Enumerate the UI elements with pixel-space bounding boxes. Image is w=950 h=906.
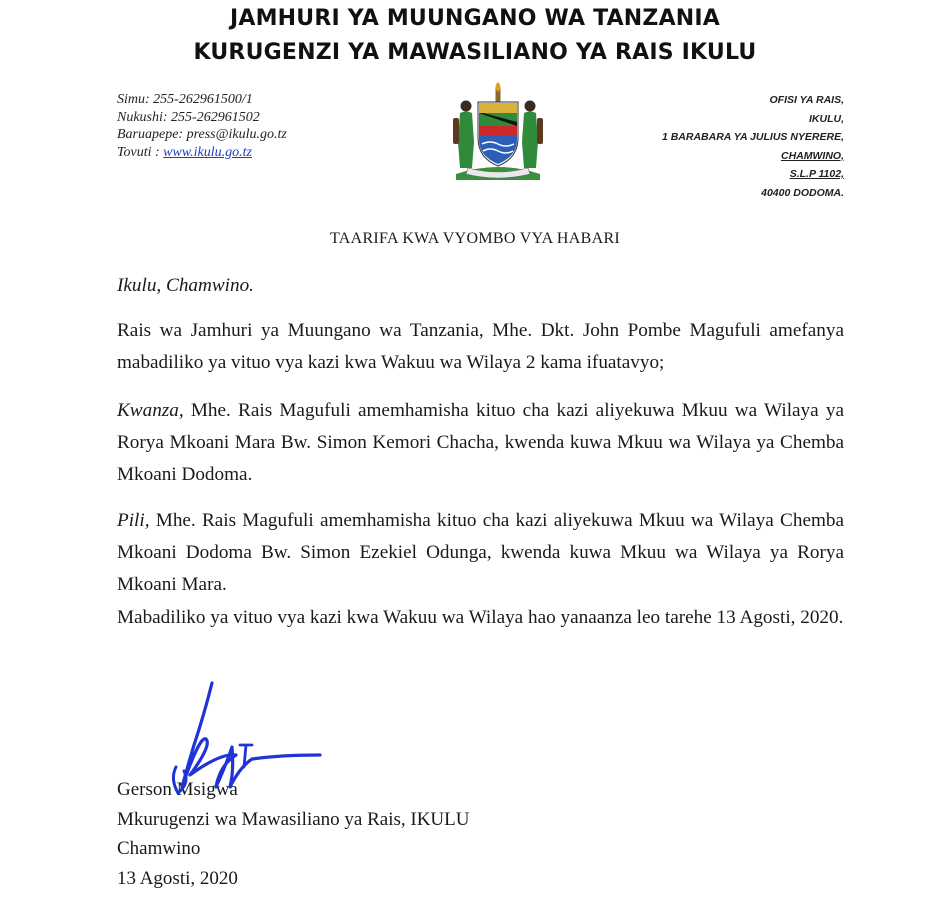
paragraph-2-text: Mhe. Rais Magufuli amemhamisha kituo cha kazi aliyekuwa Mkuu wa Wilaya ya Rorya Mkoani Mara Bw. Simon Kemori Chacha, kwenda kuwa Mkuu wa Wilaya ya Chemba Mkoani Dodoma. (117, 400, 844, 485)
paragraph-3-text: Mhe. Rais Magufuli amemhamisha kituo cha kazi aliyekuwa Mkuu wa Wilaya Chemba Mkoani Dodoma Bw. Simon Ezekiel Odunga, kwenda kuwa Mkuu wa Wilaya ya Rorya Mkoani Mara. (117, 510, 844, 595)
paragraph-3-lead: Pili, (117, 510, 150, 531)
paragraph-2 (117, 395, 844, 491)
contact-left-block (117, 91, 287, 161)
header-title-line1: JAMHURI YA MUUNGANO WA TANZANIA (229, 6, 721, 31)
right-supporter-figure (522, 101, 543, 169)
office-line3: 1 BARABARA YA JULIUS NYERERE, (661, 131, 844, 143)
phone-text: Simu: 255-262961500/1 (117, 92, 253, 107)
website-line (117, 144, 287, 162)
paragraph-2-lead: Kwanza, (117, 400, 184, 421)
office-line6: 40400 DODOMA. (761, 186, 844, 199)
office-line5: S.L.P 1102, (789, 168, 844, 180)
website-label: Tovuti : (117, 144, 160, 160)
paragraph-3 (117, 505, 844, 601)
header-title-line2: KURUGENZI YA MAWASILIANO YA RAIS IKULU (193, 40, 757, 65)
signatory-location: Chamwino (117, 838, 201, 859)
office-line1: OFISI YA RAIS, (769, 94, 844, 106)
press-release-heading: TAARIFA KWA VYOMBO VYA HABARI (329, 230, 621, 247)
office-line4: CHAMWINO, (781, 149, 844, 162)
office-line2: IKULU, (809, 112, 844, 125)
email-text: Baruapepe: press@ikulu.go.tz (117, 127, 287, 142)
coat-of-arms-icon (438, 82, 558, 182)
signatory-date: 13 Agosti, 2020 (117, 867, 238, 889)
contact-right-block (662, 91, 844, 202)
website-link[interactable]: www.ikulu.go.tz (163, 144, 252, 160)
signatory-title: Mkurugenzi wa Mawasiliano ya Rais, IKULU (117, 808, 470, 830)
place-line: Ikulu, Chamwino. (117, 275, 254, 296)
handwritten-signature (160, 675, 330, 815)
paragraph-4: Mabadiliko ya vituo vya kazi kwa Wakuu wa Wilaya hao yanaanza leo tarehe 13 Agosti, 2020. (117, 607, 844, 628)
left-supporter-figure (453, 101, 474, 169)
fax-text: Nukushi: 255-262961502 (117, 109, 260, 125)
paragraph-1: Rais wa Jamhuri ya Muungano wa Tanzania, Mhe. Dkt. John Pombe Magufuli amefanya mabadiliko ya vituo vya kazi kwa Wakuu wa Wilaya 2 kama ifuatavyo; (117, 320, 844, 373)
signatory-name: Gerson Msigwa (117, 779, 238, 800)
